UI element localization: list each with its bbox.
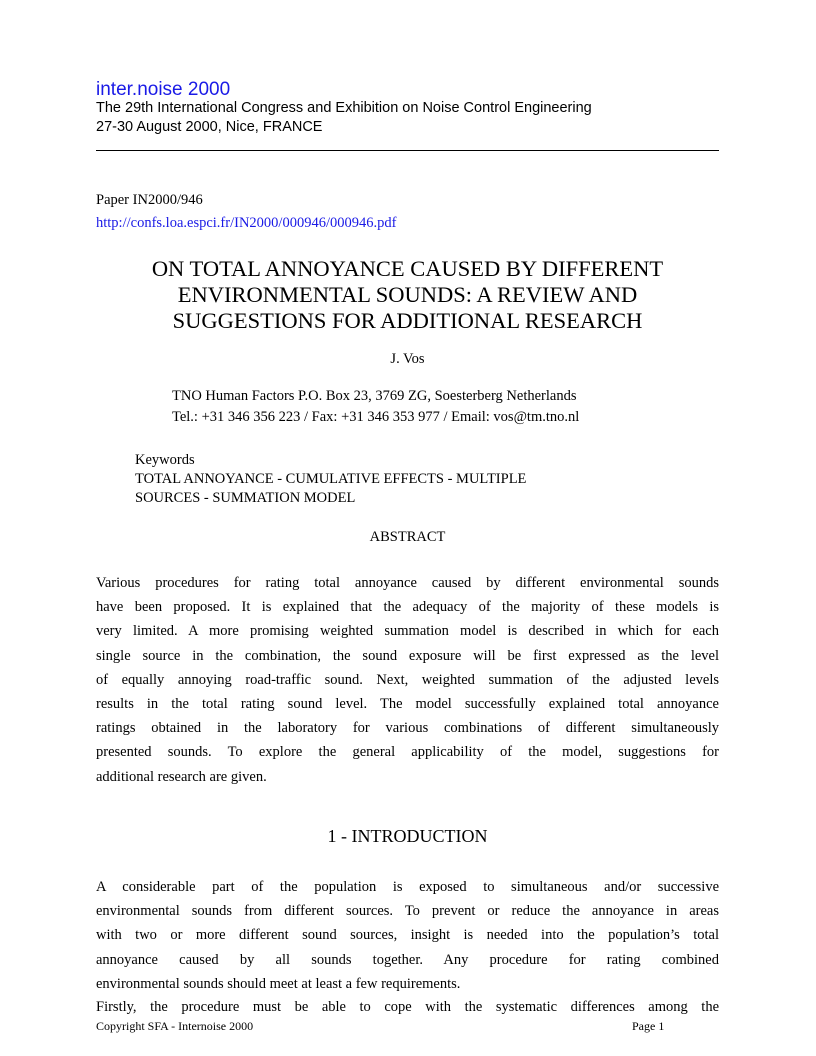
affiliation-contact: Tel.: +31 346 356 223 / Fax: +31 346 353 977 / Email: vos@tm.tno.nl: [172, 409, 580, 425]
keywords-line: SOURCES - SUMMATION MODEL: [135, 490, 356, 506]
abstract-paragraph: [96, 571, 719, 789]
conference-name: inter.noise 2000: [96, 79, 231, 100]
introduction-paragraph: [96, 875, 719, 996]
abstract-line: results in the total rating sound level. The model successfully explained total annoyance: [96, 695, 719, 712]
abstract-line: Various procedures for rating total annoyance caused by different environmental sounds: [96, 575, 719, 591]
title-line: ON TOTAL ANNOYANCE CAUSED BY DIFFERENT: [151, 256, 664, 281]
author-name: J. Vos: [390, 351, 425, 367]
keywords-line: TOTAL ANNOYANCE - CUMULATIVE EFFECTS - MULTIPLE: [135, 471, 527, 487]
introduction-line: environmental sounds should meet at least a few requirements.: [96, 975, 461, 992]
paper-id: Paper IN2000/946: [96, 192, 203, 208]
introduction-heading: 1 - INTRODUCTION: [327, 826, 488, 846]
congress-name: The 29th International Congress and Exhibition on Noise Control Engineering: [96, 100, 592, 116]
footer-copyright: Copyright SFA - Internoise 2000: [96, 1019, 254, 1033]
affiliation-address: TNO Human Factors P.O. Box 23, 3769 ZG, Soesterberg Netherlands: [172, 388, 577, 404]
paper-url-link[interactable]: http://confs.loa.espci.fr/IN2000/000946/000946.pdf: [96, 215, 397, 231]
abstract-line: of equally annoying road-traffic sound. Next, weighted summation of the adjusted levels: [96, 671, 719, 688]
introduction-line: environmental sounds from different sources. To prevent or reduce the annoyance in areas: [96, 903, 719, 920]
congress-dates: 27-30 August 2000, Nice, FRANCE: [96, 119, 323, 135]
introduction-line: annoyance caused by all sounds together. Any procedure for rating combined: [96, 951, 719, 968]
header-divider: [96, 150, 719, 151]
abstract-line: have been proposed. It is explained that the adequacy of the majority of these models is: [96, 599, 719, 616]
abstract-line: additional research are given.: [96, 768, 267, 785]
introduction-line: A considerable part of the population is exposed to simultaneous and/or successive: [96, 879, 719, 895]
abstract-line: very limited. A more promising weighted summation model is described in which for each: [96, 623, 719, 640]
title-line: SUGGESTIONS FOR ADDITIONAL RESEARCH: [172, 308, 643, 333]
abstract-line: presented sounds. To explore the general applicability of the model, suggestions for: [96, 744, 719, 761]
title-line: ENVIRONMENTAL SOUNDS: A REVIEW AND: [177, 282, 638, 307]
abstract-line: ratings obtained in the laboratory for various combinations of different simultaneously: [96, 720, 719, 737]
paper-title: [96, 256, 719, 334]
introduction-line: Firstly, the procedure must be able to cope with the systematic differences among the: [96, 999, 719, 1015]
abstract-line: single source in the combination, the sound exposure will be first expressed as the level: [96, 647, 719, 664]
introduction-paragraph-2: [96, 995, 719, 1019]
abstract-heading: ABSTRACT: [369, 529, 446, 545]
introduction-line: with two or more different sound sources, insight is needed into the population’s total: [96, 927, 719, 944]
page-number: Page 1: [632, 1019, 665, 1033]
keywords-label: Keywords: [135, 452, 195, 468]
